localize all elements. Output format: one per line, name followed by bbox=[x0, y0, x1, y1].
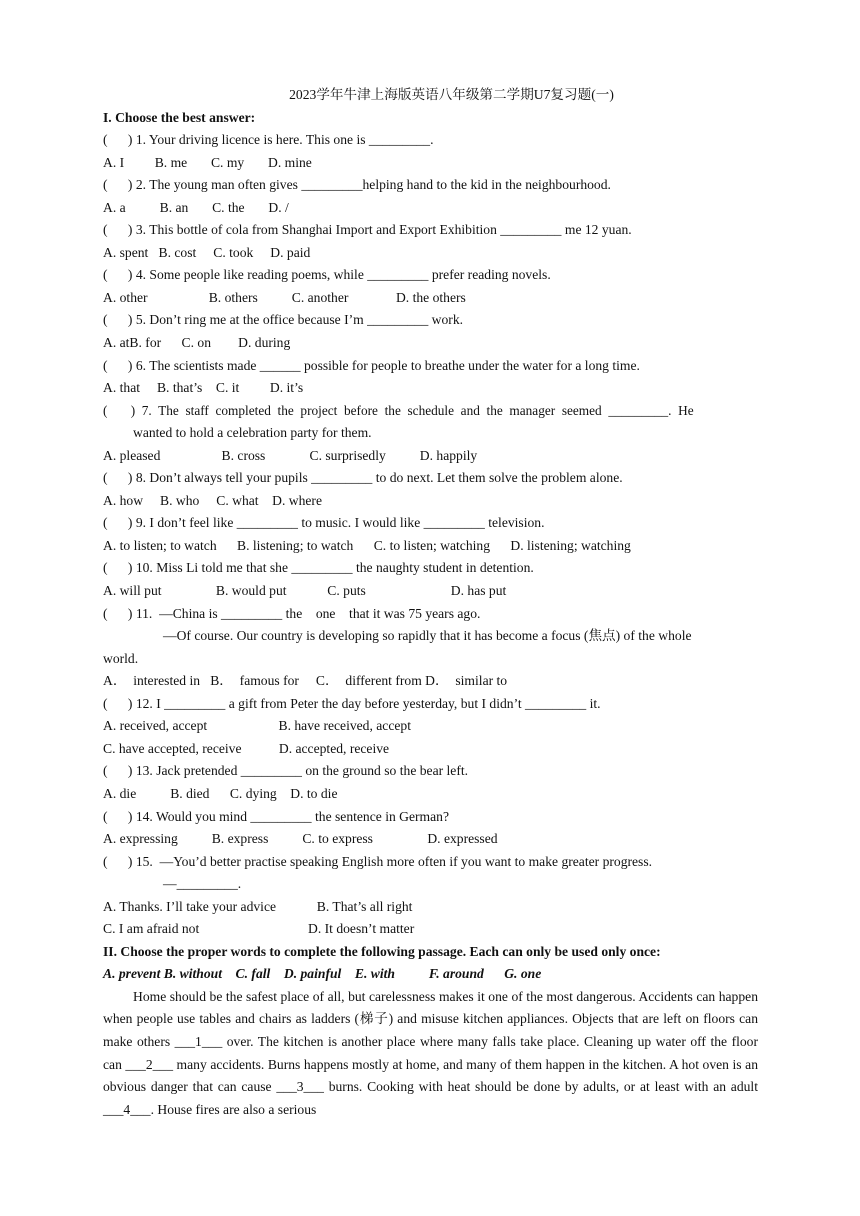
question-15: ( ) 15. —You’d better practise speaking English more often if you want to make greater progress. bbox=[103, 853, 653, 869]
question-4: ( ) 4. Some people like reading poems, while _________ prefer reading novels. bbox=[103, 267, 551, 283]
question-14: ( ) 14. Would you mind _________ the sentence in German? bbox=[103, 808, 449, 824]
question-11-reply: —Of course. Our country is developing so rapidly that it has become a focus (焦点) of the whole bbox=[163, 628, 692, 644]
page-title: 2023学年牛津上海版英语八年级第二学期U7复习题(一) bbox=[289, 87, 614, 102]
question-6: ( ) 6. The scientists made ______ possible for people to breathe under the water for a long time. bbox=[103, 357, 640, 373]
question-3: ( ) 3. This bottle of cola from Shanghai Import and Export Exhibition _________ me 12 yuan. bbox=[103, 222, 632, 238]
cloze-passage: Home should be the safest place of all, but carelessness makes it one of the most dangerous. Accidents can happen when people use tables and chairs as ladders (梯子) and misuse kitchen appliances. Objects that are left on floors can make others ___1___ over. The kitchen is another place where many falls take place. Cleaning up water off the floor can ___2___ many accidents. Burns happens mostly at home, and many of them happen in the kitchen. A hot oven is an obvious danger that can cause ___3___ burns. Cooking with heat should be done by adults, or at least with an adult ___4___. House fires are also a serious bbox=[103, 988, 758, 1117]
section-2-heading: II. Choose the proper words to complete the following passage. Each can only be used only once: bbox=[103, 943, 661, 959]
question-7-continued: wanted to hold a celebration party for them. bbox=[133, 425, 372, 441]
question-15-options-ab: A. Thanks. I’ll take your advice B. That’s all right bbox=[103, 898, 413, 914]
question-11: ( ) 11. —China is _________ the one that it was 75 years ago. bbox=[103, 605, 481, 621]
question-5-options: A. atB. for C. on D. during bbox=[103, 335, 291, 351]
question-6-options: A. that B. that’s C. it D. it’s bbox=[103, 380, 304, 396]
question-7-options: A. pleased B. cross C. surprisedly D. happily bbox=[103, 447, 478, 463]
section-1-heading: I. Choose the best answer: bbox=[103, 109, 256, 125]
question-15-reply: —_________. bbox=[163, 876, 242, 892]
question-1: ( ) 1. Your driving licence is here. This one is _________. bbox=[103, 132, 434, 148]
question-10: ( ) 10. Miss Li told me that she _________ the naughty student in detention. bbox=[103, 560, 534, 576]
question-4-options: A. other B. others C. another D. the others bbox=[103, 289, 466, 305]
question-14-options: A. expressing B. express C. to express D. expressed bbox=[103, 831, 498, 847]
question-1-options: A. I B. me C. my D. mine bbox=[103, 154, 312, 170]
question-11-reply-end: world. bbox=[103, 650, 139, 666]
question-13: ( ) 13. Jack pretended _________ on the ground so the bear left. bbox=[103, 763, 469, 779]
question-15-options-cd: C. I am afraid not D. It doesn’t matter bbox=[103, 921, 415, 937]
question-8-options: A. how B. who C. what D. where bbox=[103, 492, 322, 508]
question-2-options: A. a B. an C. the D. / bbox=[103, 199, 289, 215]
question-3-options: A. spent B. cost C. took D. paid bbox=[103, 244, 311, 260]
question-9-options: A. to listen; to watch B. listening; to watch C. to listen; watching D. listening; watching bbox=[103, 537, 631, 553]
question-10-options: A. will put B. would put C. puts D. has put bbox=[103, 583, 507, 599]
question-12-options-cd: C. have accepted, receive D. accepted, receive bbox=[103, 740, 390, 756]
question-12-options-ab: A. received, accept B. have received, accept bbox=[103, 718, 411, 734]
question-9: ( ) 9. I don’t feel like _________ to music. I would like _________ television. bbox=[103, 515, 545, 531]
question-11-options: A． interested in B． famous for C． different from D． similar to bbox=[103, 673, 508, 689]
question-5: ( ) 5. Don’t ring me at the office because I’m _________ work. bbox=[103, 312, 464, 328]
question-2: ( ) 2. The young man often gives _________helping hand to the kid in the neighbourhood. bbox=[103, 177, 611, 193]
question-12: ( ) 12. I _________ a gift from Peter the day before yesterday, but I didn’t _________ it. bbox=[103, 695, 601, 711]
word-bank: A. prevent B. without C. fall D. painful E. with F. around G. one bbox=[103, 966, 542, 982]
question-7: ( ) 7. The staff completed the project before the schedule and the manager seemed _________. He bbox=[103, 402, 694, 418]
question-13-options: A. die B. died C. dying D. to die bbox=[103, 785, 338, 801]
document-page bbox=[103, 84, 758, 1121]
question-8: ( ) 8. Don’t always tell your pupils _________ to do next. Let them solve the problem alone. bbox=[103, 470, 623, 486]
